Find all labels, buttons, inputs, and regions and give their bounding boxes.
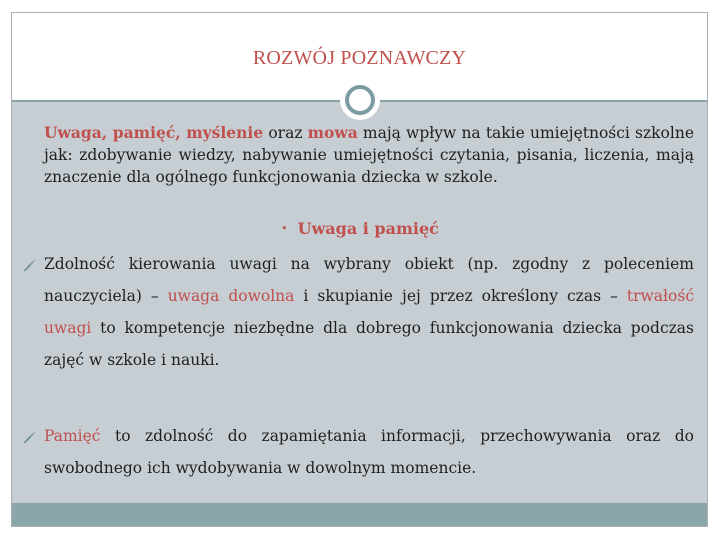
subheading-text: Uwaga i pamięć xyxy=(297,219,439,238)
slide-title: ROZWÓJ POZNAWCZY xyxy=(252,47,467,69)
ring-icon xyxy=(345,85,375,115)
bullet-paragraph-1 xyxy=(44,248,694,376)
bullet2-text-1: to zdolność do zapamiętania informacji, przechowywania oraz do swobodnego ich wydobywania w dowolnym momencie. xyxy=(44,427,694,477)
bullet1-highlight-2: trwałość uwagi xyxy=(44,287,694,337)
bullet1-text-1: Zdolność kierowania uwagi na wybrany obiekt (np. zgodny z poleceniem nauczyciela) – xyxy=(44,255,694,305)
intro-highlight-2: mowa xyxy=(307,123,358,142)
subheading xyxy=(0,219,720,238)
circle-ornament-icon xyxy=(340,80,380,120)
footer-bar xyxy=(12,503,707,526)
bullet-paragraph-2 xyxy=(44,420,694,484)
intro-text-2: mają wpływ na takie umiejętności szkolne jak: zdobywanie wiedzy, nabywanie umiejętności czytania, pisania, liczenia, mają znaczenie dla ogólnego funkcjonowania dziecka w szkole. xyxy=(44,124,694,186)
intro-text-1: oraz xyxy=(263,124,308,142)
bullet1-text-2: i skupianie jej przez określony czas – xyxy=(294,287,627,305)
feather-bullet-icon xyxy=(22,257,38,273)
bullet2-highlight-1: Pamięć xyxy=(44,427,101,445)
bullet1-text-3: to kompetencje niezbędne dla dobrego funkcjonowania dziecka podczas zajęć w szkole i nauki. xyxy=(44,319,694,369)
subheading-dot-icon: • xyxy=(281,222,288,235)
intro-highlight-1: Uwaga, pamięć, myślenie xyxy=(44,123,264,142)
bullet1-highlight-1: uwaga dowolna xyxy=(167,287,295,305)
intro-paragraph xyxy=(44,122,694,188)
feather-bullet-icon xyxy=(22,429,38,445)
